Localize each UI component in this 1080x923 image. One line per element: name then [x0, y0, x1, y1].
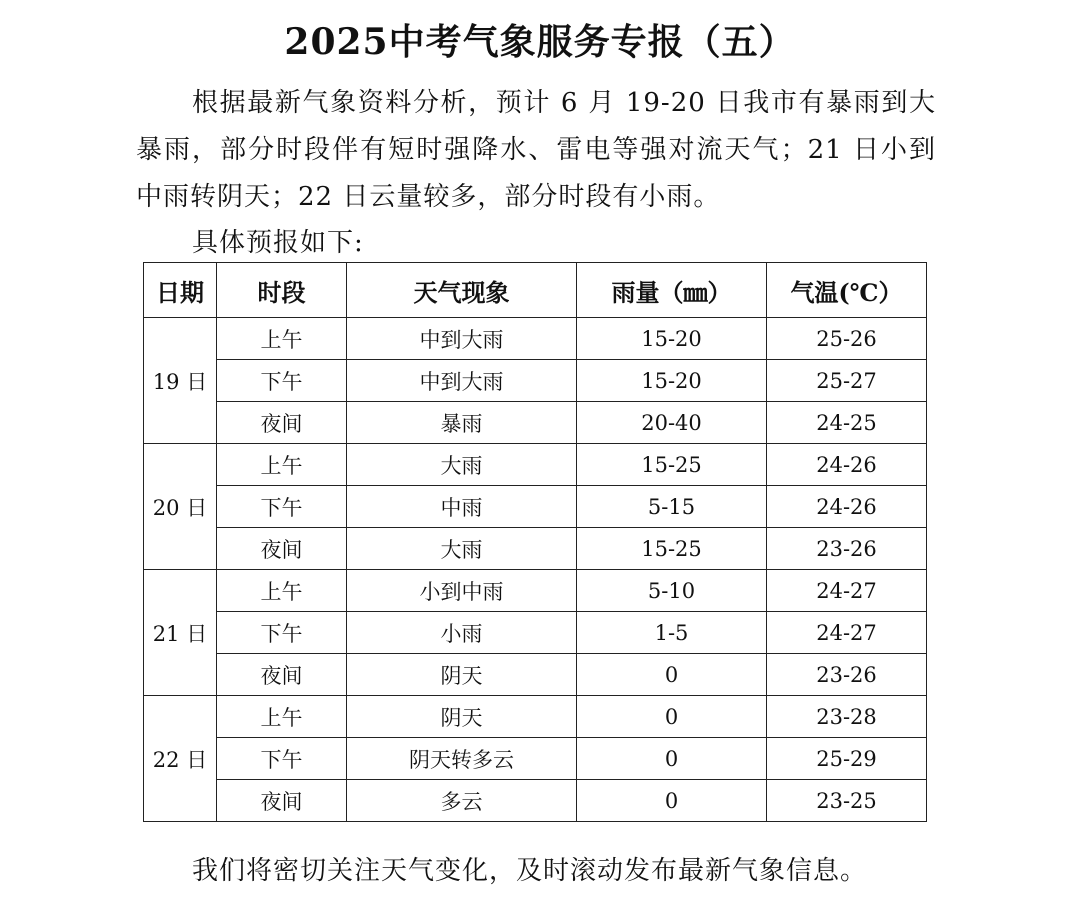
period-cell: 夜间: [217, 528, 347, 570]
temperature-cell: 23-26: [767, 654, 927, 696]
table-row: [144, 402, 927, 444]
table-row: [144, 444, 927, 486]
table-row: [144, 696, 927, 738]
temperature-cell: 23-25: [767, 780, 927, 822]
period-cell: 夜间: [217, 402, 347, 444]
period-cell: 上午: [217, 570, 347, 612]
weather-cell: 小雨: [347, 612, 577, 654]
table-row: [144, 570, 927, 612]
temperature-cell: 24-26: [767, 486, 927, 528]
rainfall-cell: 5-10: [577, 570, 767, 612]
period-cell: 下午: [217, 486, 347, 528]
page-title: 2025中考气象服务专报（五）: [284, 21, 796, 63]
weather-cell: 大雨: [347, 444, 577, 486]
weather-cell: 多云: [347, 780, 577, 822]
period-cell: 上午: [217, 444, 347, 486]
period-cell: 夜间: [217, 654, 347, 696]
date-cell: 19 日: [144, 318, 217, 444]
header-weather: 天气现象: [347, 263, 577, 318]
rainfall-cell: 0: [577, 738, 767, 780]
weather-cell: 暴雨: [347, 402, 577, 444]
rainfall-cell: 15-20: [577, 360, 767, 402]
period-cell: 下午: [217, 612, 347, 654]
rainfall-cell: 15-20: [577, 318, 767, 360]
closing-statement: 我们将密切关注天气变化，及时滚动发布最新气象信息。: [192, 856, 868, 886]
rainfall-cell: 0: [577, 654, 767, 696]
weather-cell: 阴天: [347, 696, 577, 738]
rainfall-cell: 0: [577, 696, 767, 738]
period-cell: 上午: [217, 696, 347, 738]
table-row: [144, 780, 927, 822]
temperature-cell: 24-25: [767, 402, 927, 444]
table-row: [144, 612, 927, 654]
rainfall-cell: 15-25: [577, 528, 767, 570]
rainfall-cell: 0: [577, 780, 767, 822]
header-date: 日期: [144, 263, 217, 318]
table-row: [144, 360, 927, 402]
table-row: [144, 654, 927, 696]
intro-paragraph: 根据最新气象资料分析，预计 6 月 19-20 日我市有暴雨到大暴雨，部分时段伴有短时强降水、雷电等强对流天气；21 日小到中雨转阴天；22 日云量较多，部分时段有小雨。: [136, 88, 936, 212]
temperature-cell: 24-27: [767, 570, 927, 612]
temperature-cell: 23-28: [767, 696, 927, 738]
weather-cell: 中到大雨: [347, 318, 577, 360]
weather-cell: 中到大雨: [347, 360, 577, 402]
weather-cell: 小到中雨: [347, 570, 577, 612]
header-temperature: 气温(℃）: [767, 263, 927, 318]
period-cell: 下午: [217, 738, 347, 780]
table-row: [144, 738, 927, 780]
rainfall-cell: 5-15: [577, 486, 767, 528]
table-row: [144, 318, 927, 360]
date-cell: 22 日: [144, 696, 217, 822]
forecast-table: [143, 262, 927, 822]
weather-cell: 阴天转多云: [347, 738, 577, 780]
temperature-cell: 24-27: [767, 612, 927, 654]
period-cell: 下午: [217, 360, 347, 402]
period-cell: 上午: [217, 318, 347, 360]
rainfall-cell: 15-25: [577, 444, 767, 486]
header-period: 时段: [217, 263, 347, 318]
temperature-cell: 24-26: [767, 444, 927, 486]
date-cell: 21 日: [144, 570, 217, 696]
weather-cell: 中雨: [347, 486, 577, 528]
forecast-subheading: 具体预报如下:: [192, 228, 364, 258]
temperature-cell: 23-26: [767, 528, 927, 570]
table-header-row: [144, 263, 927, 318]
weather-cell: 阴天: [347, 654, 577, 696]
table-row: [144, 486, 927, 528]
table-row: [144, 528, 927, 570]
temperature-cell: 25-26: [767, 318, 927, 360]
rainfall-cell: 20-40: [577, 402, 767, 444]
date-cell: 20 日: [144, 444, 217, 570]
header-rainfall: 雨量（㎜）: [577, 263, 767, 318]
temperature-cell: 25-29: [767, 738, 927, 780]
period-cell: 夜间: [217, 780, 347, 822]
rainfall-cell: 1-5: [577, 612, 767, 654]
weather-cell: 大雨: [347, 528, 577, 570]
temperature-cell: 25-27: [767, 360, 927, 402]
